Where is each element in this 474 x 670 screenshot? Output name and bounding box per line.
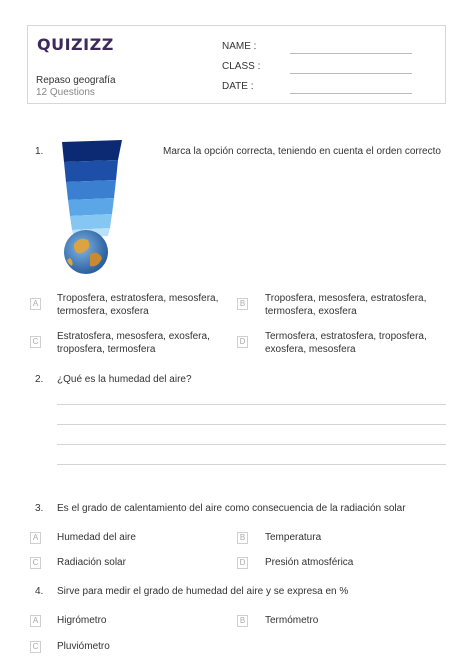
question-count: 12 Questions bbox=[36, 87, 95, 98]
name-field[interactable] bbox=[290, 53, 412, 54]
answer-line[interactable] bbox=[57, 404, 446, 405]
q4-option-b-box[interactable]: B bbox=[237, 615, 248, 627]
q3-option-a[interactable]: Humedad del aire bbox=[57, 532, 136, 543]
quizizz-logo: QUIZIZZ bbox=[37, 35, 114, 54]
class-field[interactable] bbox=[290, 73, 412, 74]
q1-option-b-box[interactable]: B bbox=[237, 298, 248, 310]
date-field[interactable] bbox=[290, 93, 412, 94]
question-1-text: Marca la opción correcta, teniendo en cuenta el orden correcto bbox=[163, 146, 441, 157]
q1-option-a-box[interactable]: A bbox=[30, 298, 41, 310]
q4-option-a-box[interactable]: A bbox=[30, 615, 41, 627]
question-2-number: 2. bbox=[35, 374, 44, 385]
q4-option-c[interactable]: Pluviómetro bbox=[57, 641, 110, 652]
question-4-number: 4. bbox=[35, 586, 44, 597]
q1-option-c[interactable]: Estratosfera, mesosfera, exosfera, troposfera, termosfera bbox=[57, 331, 210, 355]
atmosphere-layers-image bbox=[62, 140, 156, 278]
answer-line[interactable] bbox=[57, 444, 446, 445]
q4-option-a[interactable]: Higrómetro bbox=[57, 615, 107, 626]
q1-option-d[interactable]: Termosfera, estratosfera, troposfera, exosfera, mesosfera bbox=[265, 331, 427, 355]
answer-line[interactable] bbox=[57, 464, 446, 465]
q3-option-d-box[interactable]: D bbox=[237, 557, 248, 569]
q3-option-c[interactable]: Radiación solar bbox=[57, 557, 126, 568]
class-label: CLASS : bbox=[222, 61, 261, 72]
question-2-text: ¿Qué es la humedad del aire? bbox=[57, 374, 192, 385]
q3-option-c-box[interactable]: C bbox=[30, 557, 41, 569]
name-label: NAME : bbox=[222, 41, 257, 52]
q3-option-b[interactable]: Temperatura bbox=[265, 532, 322, 543]
q4-option-b[interactable]: Termómetro bbox=[265, 615, 319, 626]
q1-option-b[interactable]: Troposfera, mesosfera, estratosfera, termosfera, exosfera bbox=[265, 293, 427, 317]
q1-option-c-box[interactable]: C bbox=[30, 336, 41, 348]
question-1-number: 1. bbox=[35, 146, 44, 157]
question-3-text: Es el grado de calentamiento del aire como consecuencia de la radiación solar bbox=[57, 503, 406, 514]
worksheet-title: Repaso geografía bbox=[36, 75, 116, 86]
q3-option-a-box[interactable]: A bbox=[30, 532, 41, 544]
q1-option-d-box[interactable]: D bbox=[237, 336, 248, 348]
q4-option-c-box[interactable]: C bbox=[30, 641, 41, 653]
date-label: DATE : bbox=[222, 81, 254, 92]
question-3-number: 3. bbox=[35, 503, 44, 514]
question-4-text: Sirve para medir el grado de humedad del aire y se expresa en % bbox=[57, 586, 349, 597]
answer-line[interactable] bbox=[57, 424, 446, 425]
q3-option-b-box[interactable]: B bbox=[237, 532, 248, 544]
q1-option-a[interactable]: Troposfera, estratosfera, mesosfera, termosfera, exosfera bbox=[57, 293, 219, 317]
q3-option-d[interactable]: Presión atmosférica bbox=[265, 557, 354, 568]
